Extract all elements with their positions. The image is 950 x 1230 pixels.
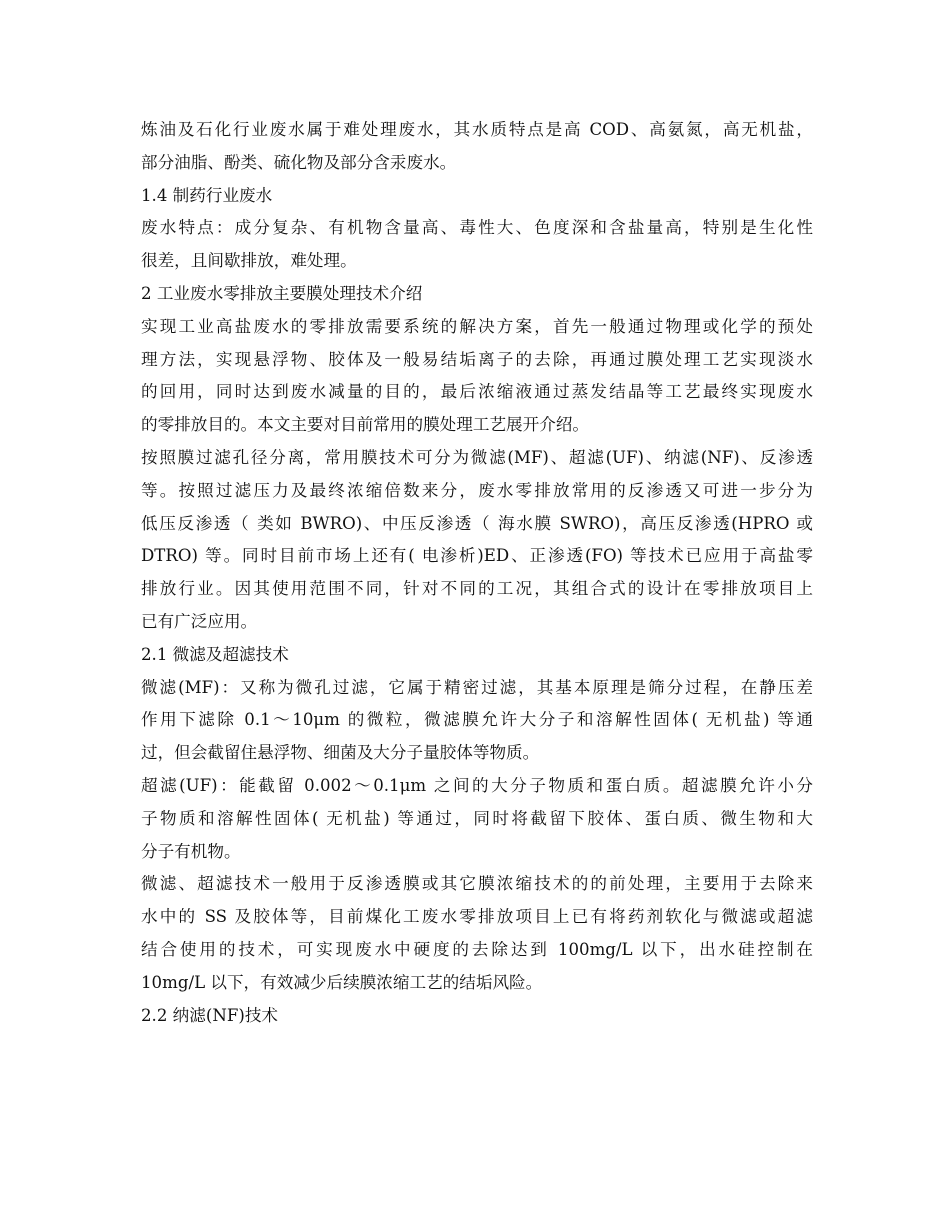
section-heading: 2.1 微滤及超滤技术 xyxy=(141,644,289,664)
body-text-line: 过，但会截留住悬浮物、细菌及大分子量胶体等物质。 xyxy=(141,743,540,763)
body-text-line: 理方法，实现悬浮物、胶体及一般易结垢离子的去除，再通过膜处理工艺实现淡水 xyxy=(141,349,813,369)
body-text-line: 作用下滤除 0.1～10μm 的微粒，微滤膜允许大分子和溶解性固体( 无机盐) 等通 xyxy=(141,710,813,730)
body-text-line: 10mg/L 以下，有效减少后续膜浓缩工艺的结垢风险。 xyxy=(141,972,543,992)
body-text-line: 部分油脂、酚类、硫化物及部分含汞废水。 xyxy=(141,152,457,172)
document-page xyxy=(141,114,813,1032)
body-text-line: 分子有机物。 xyxy=(141,841,241,861)
body-text-line: 按照膜过滤孔径分离，常用膜技术可分为微滤(MF)、超滤(UF)、纳滤(NF)、反渗透 xyxy=(141,447,813,467)
body-text-line: 实现工业高盐废水的零排放需要系统的解决方案，首先一般通过物理或化学的预处 xyxy=(141,316,813,336)
body-text-line: 超滤(UF)：能截留 0.002～0.1μm 之间的大分子物质和蛋白质。超滤膜允许小分 xyxy=(141,775,813,795)
body-text-line: 水中的 SS 及胶体等，目前煤化工废水零排放项目上已有将药剂软化与微滤或超滤 xyxy=(141,907,813,927)
body-text-line: 的零排放目的。本文主要对目前常用的膜处理工艺展开介绍。 xyxy=(141,415,590,435)
body-text-line: 废水特点：成分复杂、有机物含量高、毒性大、色度深和含盐量高，特别是生化性 xyxy=(141,218,813,238)
body-text-line: 的回用，同时达到废水减量的目的，最后浓缩液通过蒸发结晶等工艺最终实现废水 xyxy=(141,382,813,402)
body-text-line: 子物质和溶解性固体( 无机盐) 等通过，同时将截留下胶体、蛋白质、微生物和大 xyxy=(141,808,813,828)
body-text-line: 已有广泛应用。 xyxy=(141,611,258,631)
body-text-line: 排放行业。因其使用范围不同，针对不同的工况，其组合式的设计在零排放项目上 xyxy=(141,579,813,599)
body-text-line: 炼油及石化行业废水属于难处理废水，其水质特点是高 COD、高氨氮，高无机盐， xyxy=(141,120,813,139)
section-heading: 2 工业废水零排放主要膜处理技术介绍 xyxy=(141,283,423,303)
body-text-line: 等。按照过滤压力及最终浓缩倍数来分，废水零排放常用的反渗透又可进一步分为 xyxy=(141,480,813,500)
section-heading: 1.4 制药行业废水 xyxy=(141,185,273,205)
section-heading: 2.2 纳滤(NF)技术 xyxy=(141,1005,279,1025)
body-text-line: 微滤(MF)：又称为微孔过滤，它属于精密过滤，其基本原理是筛分过程，在静压差 xyxy=(141,677,813,697)
body-text-line: 很差，且间歇排放，难处理。 xyxy=(141,251,357,271)
body-text-line: 低压反渗透（ 类如 BWRO)、中压反渗透（ 海水膜 SWRO)，高压反渗透(HPRO 或 xyxy=(141,513,813,533)
body-text-line: 结合使用的技术，可实现废水中硬度的去除达到 100mg/L 以下，出水硅控制在 xyxy=(141,939,813,959)
body-text-line: 微滤、超滤技术一般用于反渗透膜或其它膜浓缩技术的的前处理，主要用于去除来 xyxy=(141,874,813,894)
body-text-line: DTRO) 等。同时目前市场上还有( 电渗析)ED、正渗透(FO) 等技术已应用于高盐零 xyxy=(141,546,813,566)
